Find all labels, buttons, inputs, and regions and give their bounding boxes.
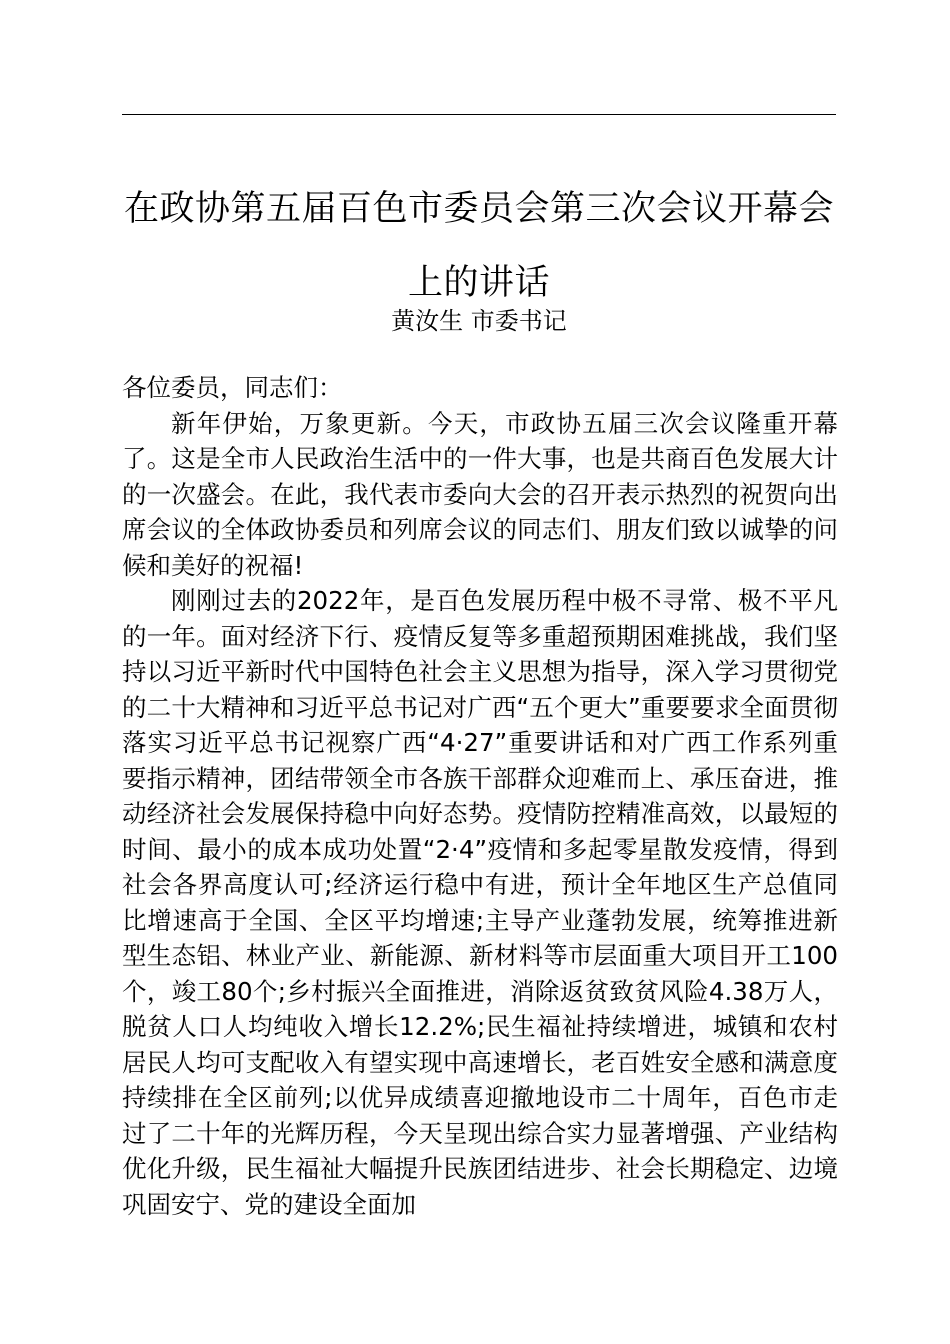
paragraph-2: 刚刚过去的2022年，是百色发展历程中极不寻常、极不平凡的一年。面对经济下行、疫情反复等多重超预期困难挑战，我们坚持以习近平新时代中国特色社会主义思想为指导，深入学习贯彻党的二十大精神和习近平总书记对广西“五个更大”重要要求全面贯彻落实习近平总书记视察广西“4·27”重要讲话和对广西工作系列重要指示精神，团结带领全市各族干部群众迎难而上、承压奋进，推动经济社会发展保持稳中向好态势。疫情防控精准高效，以最短的时间、最小的成本成功处置“2·4”疫情和多起零星散发疫情，得到社会各界高度认可;经济运行稳中有进，预计全年地区生产总值同比增速高于全国、全区平均增速;主导产业蓬勃发展，统筹推进新型生态铝、林业产业、新能源、新材料等市层面重大项目开工100个，竣工80个;乡村振兴全面推进，消除返贫致贫风险4.38万人，脱贫人口人均纯收入增长12.2%;民生福祉持续增进，城镇和农村居民人均可支配收入有望实现中高速增长，老百姓安全感和满意度持续排在全区前列;以优异成绩喜迎撤地设市二十周年，百色市走过了二十年的光辉历程，今天呈现出综合实力显著增强、产业结构优化升级，民生福祉大幅提升民族团结进步、社会长期稳定、边境巩固安宁、党的建设全面加 xyxy=(122,586,838,1219)
header-rule xyxy=(122,114,836,115)
author-byline: 黄汝生 市委书记 xyxy=(391,307,567,335)
paragraph-1: 新年伊始，万象更新。今天，市政协五届三次会议隆重开幕了。这是全市人民政治生活中的一件大事，也是共商百色发展大计的一次盛会。在此，我代表市委向大会的召开表示热烈的祝贺向出席会议的全体政协委员和列席会议的同志们、朋友们致以诚挚的问候和美好的祝福! xyxy=(122,408,838,580)
document-title: 在政协第五届百色市委员会第三次会议开幕会上的讲话 xyxy=(123,189,834,303)
salutation: 各位委员，同志们： xyxy=(122,373,343,402)
document-body xyxy=(122,370,838,1222)
